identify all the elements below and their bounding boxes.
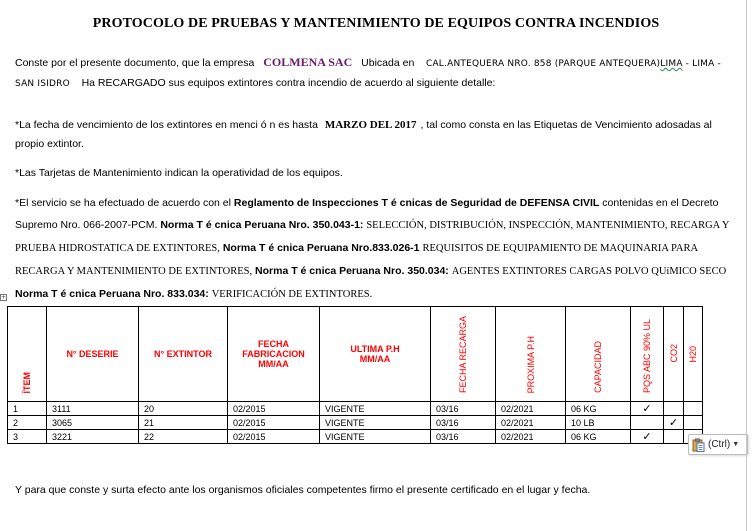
cell-capacidad: 10 LB (566, 416, 631, 430)
cell-proxima: 02/2021 (496, 430, 566, 444)
cell-h2o (684, 416, 703, 430)
cell-h2o (684, 402, 703, 416)
cell-item: 2 (8, 416, 47, 430)
cell-co2 (664, 430, 684, 444)
cards-note: *Las Tarjetas de Mantenimiento indican la operatividad de los equipos. (15, 167, 343, 179)
header-co2: CO2 (664, 307, 684, 402)
cell-serie: 3221 (47, 430, 139, 444)
header-fabricacion: FECHA FABRICACION MM/AA (228, 307, 320, 402)
cell-recarga: 03/16 (431, 430, 496, 444)
norm-4-text: VERIFICACIÓN DE EXTINTORES. (211, 289, 373, 300)
table-row (8, 402, 703, 416)
paste-options-label: (Ctrl) (708, 439, 731, 450)
table-row (8, 430, 703, 444)
header-h2o: H20 (684, 307, 703, 402)
address-part-3: - LIMA - SAN ISIDRO (15, 59, 722, 89)
norm-4-title: Norma T é cnica Peruana Nro. 833.034: (15, 288, 209, 300)
cell-capacidad: 06 KG (566, 430, 631, 444)
intro-suffix: Ha RECARGADO sus equipos extintores contra incendio de acuerdo al siguiente detalle: (81, 77, 496, 89)
norm-3-text: AGENTES EXTINTORES CARGAS POLVO QUíMICO SECO (451, 266, 727, 277)
header-recarga: FECHA RECARGA (431, 307, 496, 402)
intro-paragraph (15, 53, 740, 94)
header-ultima: ULTIMA P.H MM/AA (320, 307, 431, 402)
cell-pqs (631, 416, 664, 430)
cell-item: 1 (8, 402, 47, 416)
cell-fabricacion: 02/2015 (228, 416, 320, 430)
table-row (8, 416, 703, 430)
clipboard-icon (692, 438, 705, 452)
service-prefix: *El servicio se ha efectuado de acuerdo con el (15, 197, 231, 209)
cell-item: 3 (8, 430, 47, 444)
paste-options-button[interactable] (688, 434, 748, 455)
header-pqs: PQS ABC 90% UL (631, 307, 664, 402)
expiry-paragraph (15, 116, 740, 154)
extinguisher-table (7, 306, 703, 444)
company-name: COLMENA SAC (263, 55, 353, 69)
cell-ultima: VIGENTE (320, 402, 431, 416)
caret-down-icon: ▼ (732, 441, 740, 448)
cell-ultima: VIGENTE (320, 430, 431, 444)
regulation-decree: contenidas en el Decreto Supremo Nro. 066-2007-PCM. (15, 197, 719, 231)
cell-recarga: 03/16 (431, 416, 496, 430)
intro-prefix: Conste por el presente documento, que la empresa (15, 57, 255, 69)
expiry-prefix: *La fecha de vencimiento de los extintores en menci ó n es hasta (15, 119, 318, 131)
service-paragraph (15, 192, 740, 306)
cell-co2 (664, 402, 684, 416)
cell-recarga: 03/16 (431, 402, 496, 416)
cell-fabricacion: 02/2015 (228, 430, 320, 444)
document-title: PROTOCOLO DE PRUEBAS Y MANTENIMIENTO DE EQUIPOS CONTRA INCENDIOS (92, 16, 660, 31)
table-move-handle-icon[interactable]: + (1, 294, 7, 301)
page-edge-divider (746, 0, 747, 531)
cell-pqs-check-icon: ✓ (631, 402, 664, 416)
expiry-date: MARZO DEL 2017 (324, 119, 417, 131)
cell-fabricacion: 02/2015 (228, 402, 320, 416)
norm-1-title: Norma T é cnica Peruana Nro. 350.043-1: (160, 219, 364, 231)
norm-1-text: SELECCIÓN, DISTRIBUCIÓN, INSPECCIÓN, MANTENIMIENTO, RECARGA Y PRUEBA HIDROSTATICA DE EXTINTORES, (15, 220, 730, 254)
cell-serie: 3065 (47, 416, 139, 430)
address-part-2: LIMA (660, 59, 683, 69)
header-item: ÍTEM (8, 307, 47, 402)
address-part-1: CAL.ANTEQUERA NRO. 858 (PARQUE ANTEQUERA) (425, 59, 661, 69)
closing-paragraph: Y para que conste y surta efecto ante los organismos oficiales competentes firmo el presente certificado en el lugar y fecha. (15, 484, 591, 496)
cell-capacidad: 06 KG (566, 402, 631, 416)
located-label: Ubicada en (361, 57, 415, 69)
norm-2-title: Norma T é cnica Peruana Nro.833.026-1 (222, 242, 420, 254)
cell-proxima: 02/2021 (496, 416, 566, 430)
expiry-suffix: , tal como consta en las Etiquetas de Vencimiento adosadas al propio extintor. (15, 119, 712, 150)
cell-extintor: 21 (139, 416, 228, 430)
cell-co2-check-icon: ✓ (664, 416, 684, 430)
header-proxima: PROXIMA P.H (496, 307, 566, 402)
norm-3-title: Norma T é cnica Peruana Nro. 350.034: (255, 265, 449, 277)
cell-extintor: 20 (139, 402, 228, 416)
cell-proxima: 02/2021 (496, 402, 566, 416)
header-extintor: N° EXTINTOR (139, 307, 228, 402)
header-capacidad: CAPACIDAD (566, 307, 631, 402)
header-serie: N° DESERIE (47, 307, 139, 402)
norm-2-text: REQUISITOS DE EQUIPAMIENTO DE MAQUINARIA PARA RECARGA Y MANTENIMIENTO DE EXTINTORES, (15, 243, 698, 277)
regulation-name: Reglamento de Inspecciones T é cnicas de Seguridad de DEFENSA CIVIL (233, 197, 600, 209)
cell-extintor: 22 (139, 430, 228, 444)
cell-pqs-check-icon: ✓ (631, 430, 664, 444)
cell-serie: 3111 (47, 402, 139, 416)
table-header-row (8, 307, 703, 402)
cell-ultima: VIGENTE (320, 416, 431, 430)
